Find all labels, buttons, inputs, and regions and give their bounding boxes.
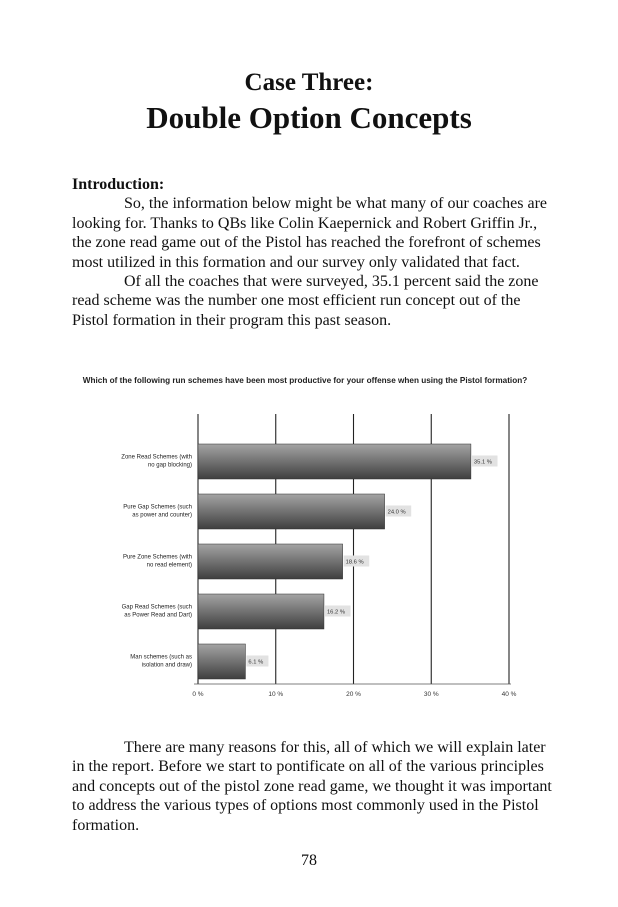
category-label: no gap blocking) <box>147 462 192 469</box>
case-label: Case Three: <box>244 69 374 96</box>
closing-section <box>72 738 552 835</box>
bar <box>198 444 471 479</box>
chart-plot <box>80 376 530 706</box>
run-schemes-chart <box>80 376 530 706</box>
x-tick-label: 10 % <box>268 691 284 698</box>
bar <box>198 544 343 579</box>
closing-paragraph: There are many reasons for this, all of which we will explain later in the report. Before we start to pontificate on all of the various principles and concepts out of the pistol zone read game, we thought it was important to address the various types of options most commonly used in the Pistol formation. <box>72 739 552 834</box>
value-label: 6.1 % <box>248 659 264 666</box>
bar <box>198 494 385 529</box>
case-title: Double Option Concepts <box>146 100 472 135</box>
x-tick-label: 0 % <box>192 691 204 698</box>
category-label: as Power Read and Dart) <box>124 612 192 619</box>
introduction-section <box>72 175 552 330</box>
value-label: 16.2 % <box>326 609 346 616</box>
category-label: Pure Gap Schemes (such <box>123 504 192 511</box>
category-label: Pure Zone Schemes (with <box>122 554 192 561</box>
page-number: 78 <box>301 852 317 869</box>
value-label: 18.6 % <box>345 559 364 566</box>
bar <box>198 644 245 679</box>
x-tick-label: 40 % <box>501 691 517 698</box>
chart-title: Which of the following run schemes have been most productive for your offense when using the Pistol formation? <box>82 376 528 385</box>
category-label: isolation and draw) <box>141 662 192 669</box>
category-label: Zone Read Schemes (with <box>121 454 192 461</box>
intro-paragraph-2: Of all the coaches that were surveyed, 35.1 percent said the zone read scheme was the number one most efficient run concept out of the Pistol formation in their program this past season. <box>72 273 539 329</box>
category-label: as power and counter) <box>132 512 192 519</box>
x-tick-label: 20 % <box>346 691 361 698</box>
value-label: 35.1 % <box>473 459 492 466</box>
category-label: no read element) <box>146 562 192 569</box>
value-label: 24.0 % <box>387 509 406 516</box>
bar <box>198 594 324 629</box>
category-label: Man schemes (such as <box>130 654 192 661</box>
x-tick-label: 30 % <box>423 691 439 698</box>
introduction-heading: Introduction: <box>72 176 165 193</box>
category-label: Gap Read Schemes (such <box>121 604 192 611</box>
intro-paragraph-1: So, the information below might be what many of our coaches are looking for. Thanks to QBs like Colin Kaepernick and Robert Griffin Jr., the zone read game out of the Pistol has reached the forefront of schemes most utilized in this formation and our survey only validated that fact. <box>72 195 547 271</box>
